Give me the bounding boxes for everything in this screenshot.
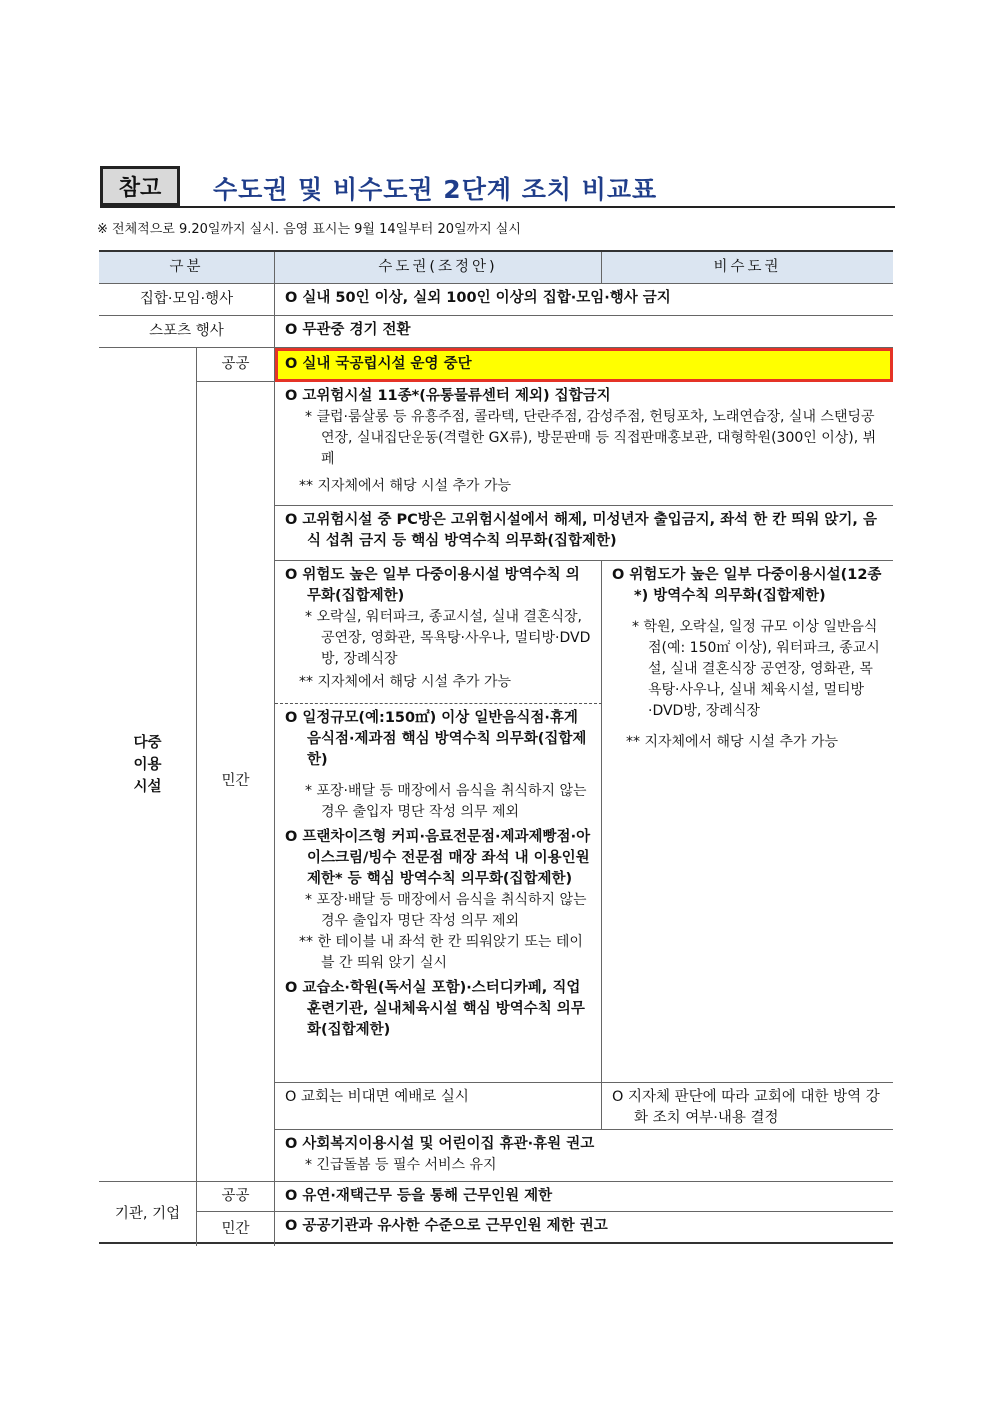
highrisk-note1: * 클럽·룸살롱 등 유흥주점, 콜라텍, 단란주점, 감성주점, 헌팅포차, 노래연습장, 실내 스탠딩공연장, 실내집단운동(격렬한 GX류), 방문판매 등 직접판매홍보관, 대형학원(300인 이상), 뷔페	[305, 409, 877, 467]
title-underline	[100, 206, 895, 208]
pcroom-text	[275, 506, 893, 561]
row-label-public: 공공	[197, 348, 275, 382]
period-note: ※ 전체적으로 9.20일까지 실시. 음영 표시는 9월 14일부터 20일까지 실시	[97, 222, 521, 237]
metro-food-note1: * 포장·배달 등 매장에서 음식을 취식하지 않는 경우 출입자 명단 작성 의무 제외	[305, 783, 587, 820]
metro-food-cell	[275, 704, 602, 1083]
church-nonmetro-cell	[602, 1083, 893, 1130]
row-label-multiuse: 다중 이용 시설	[99, 348, 197, 1182]
row-label-org-public: 공공	[197, 1182, 275, 1212]
gathering-text: O 실내 50인 이상, 실외 100인 이상의 집합·모임·행사 금지	[275, 284, 893, 316]
header-category: 구분	[99, 252, 275, 284]
nonmetro-multiuse-note2: ** 지자체에서 해당 시설 추가 가능	[626, 734, 839, 750]
pcroom-item: O 고위험시설 중 PC방은 고위험시설에서 해제, 미성년자 출입금지, 좌석 한 칸 띄워 앉기, 음식 섭취 금지 등 핵심 방역수칙 의무화(집합제한)	[285, 512, 877, 549]
metro-franchise-note1: * 포장·배달 등 매장에서 음식을 취식하지 않는 경우 출입자 명단 작성 의무 제외	[305, 892, 587, 929]
header-nonmetro: 비수도권	[602, 252, 893, 284]
highrisk-note2: ** 지자체에서 해당 시설 추가 가능	[299, 478, 512, 494]
row-label-org: 기관, 기업	[99, 1182, 197, 1246]
welfare-note: * 긴급돌봄 등 필수 서비스 유지	[305, 1157, 497, 1173]
reference-badge: 참고	[100, 166, 180, 206]
row-label-gathering: 집합·모임·행사	[99, 284, 275, 316]
metro-franchise-note2: ** 한 테이블 내 좌석 한 칸 띄워앉기 또는 테이블 간 띄워 앉기 실시	[299, 934, 583, 971]
document-title: 수도권 및 비수도권 2단계 조치 비교표	[213, 175, 658, 204]
spacer	[285, 771, 591, 781]
header-metro: 수도권(조정안)	[275, 252, 602, 284]
metro-multiuse-note2: ** 지자체에서 해당 시설 추가 가능	[299, 674, 512, 690]
comparison-table	[99, 250, 893, 1244]
welfare-cell	[275, 1130, 893, 1182]
church-metro-cell	[275, 1083, 602, 1130]
church-nonmetro-text: O 지자체 판단에 따라 교회에 대한 방역 강화 조치 여부·내용 결정	[612, 1089, 880, 1126]
metro-franchise: O 프랜차이즈형 커피·음료전문점·제과제빵점·아이스크림/빙수 전문점 매장 좌석 내 이용인원 제한* 등 핵심 방역수칙 의무화(집합제한)	[285, 829, 591, 887]
sports-text: O 무관중 경기 전환	[275, 316, 893, 348]
nonmetro-multiuse-cell	[602, 561, 893, 1083]
highrisk-head: O 고위험시설 11종*(유통물류센터 제외) 집합금지	[285, 388, 611, 404]
metro-academy: O 교습소·학원(독서실 포함)·스터디카페, 직업훈련기관, 실내체육시설 핵심 방역수칙 의무화(집합제한)	[285, 980, 585, 1038]
metro-food-head: O 일정규모(예:150㎡) 이상 일반음식점·휴게음식점·제과점 핵심 방역수칙 의무화(집합제한)	[285, 710, 587, 768]
org-private-text: O 공공기관과 유사한 수준으로 근무인원 제한 권고	[285, 1218, 608, 1234]
org-public-text: O 유연·재택근무 등을 통해 근무인원 제한	[275, 1182, 893, 1212]
nonmetro-multiuse-head: O 위험도가 높은 일부 다중이용시설(12종*) 방역수칙 의무화(집합제한)	[612, 567, 882, 604]
row-label-org-private: 민간	[197, 1212, 275, 1246]
nonmetro-multiuse-note1: * 학원, 오락실, 일정 규모 이상 일반음식점(예: 150㎡ 이상), 워터파크, 종교시설, 실내 결혼식장 공연장, 영화관, 목욕탕·사우나, 실내 체육시설, 멀티방·DVD방, 장례식장	[632, 619, 880, 719]
metro-multiuse-cell	[275, 561, 602, 704]
row-label-sports: 스포츠 행사	[99, 316, 275, 348]
public-facility-text: O 실내 국공립시설 운영 중단	[275, 348, 893, 382]
metro-multiuse-head: O 위험도 높은 일부 다중이용시설 방역수칙 의무화(집합제한)	[285, 567, 580, 604]
row-label-private: 민간	[197, 382, 275, 1182]
highrisk-cell	[275, 382, 893, 506]
metro-multiuse-note1: * 오락실, 워터파크, 종교시설, 실내 결혼식장, 공연장, 영화관, 목욕탕·사우나, 멀티방·DVD방, 장례식장	[305, 609, 591, 667]
church-metro-text: O 교회는 비대면 예배로 실시	[285, 1089, 469, 1105]
welfare-head: O 사회복지이용시설 및 어린이집 휴관·휴원 권고	[285, 1136, 595, 1152]
